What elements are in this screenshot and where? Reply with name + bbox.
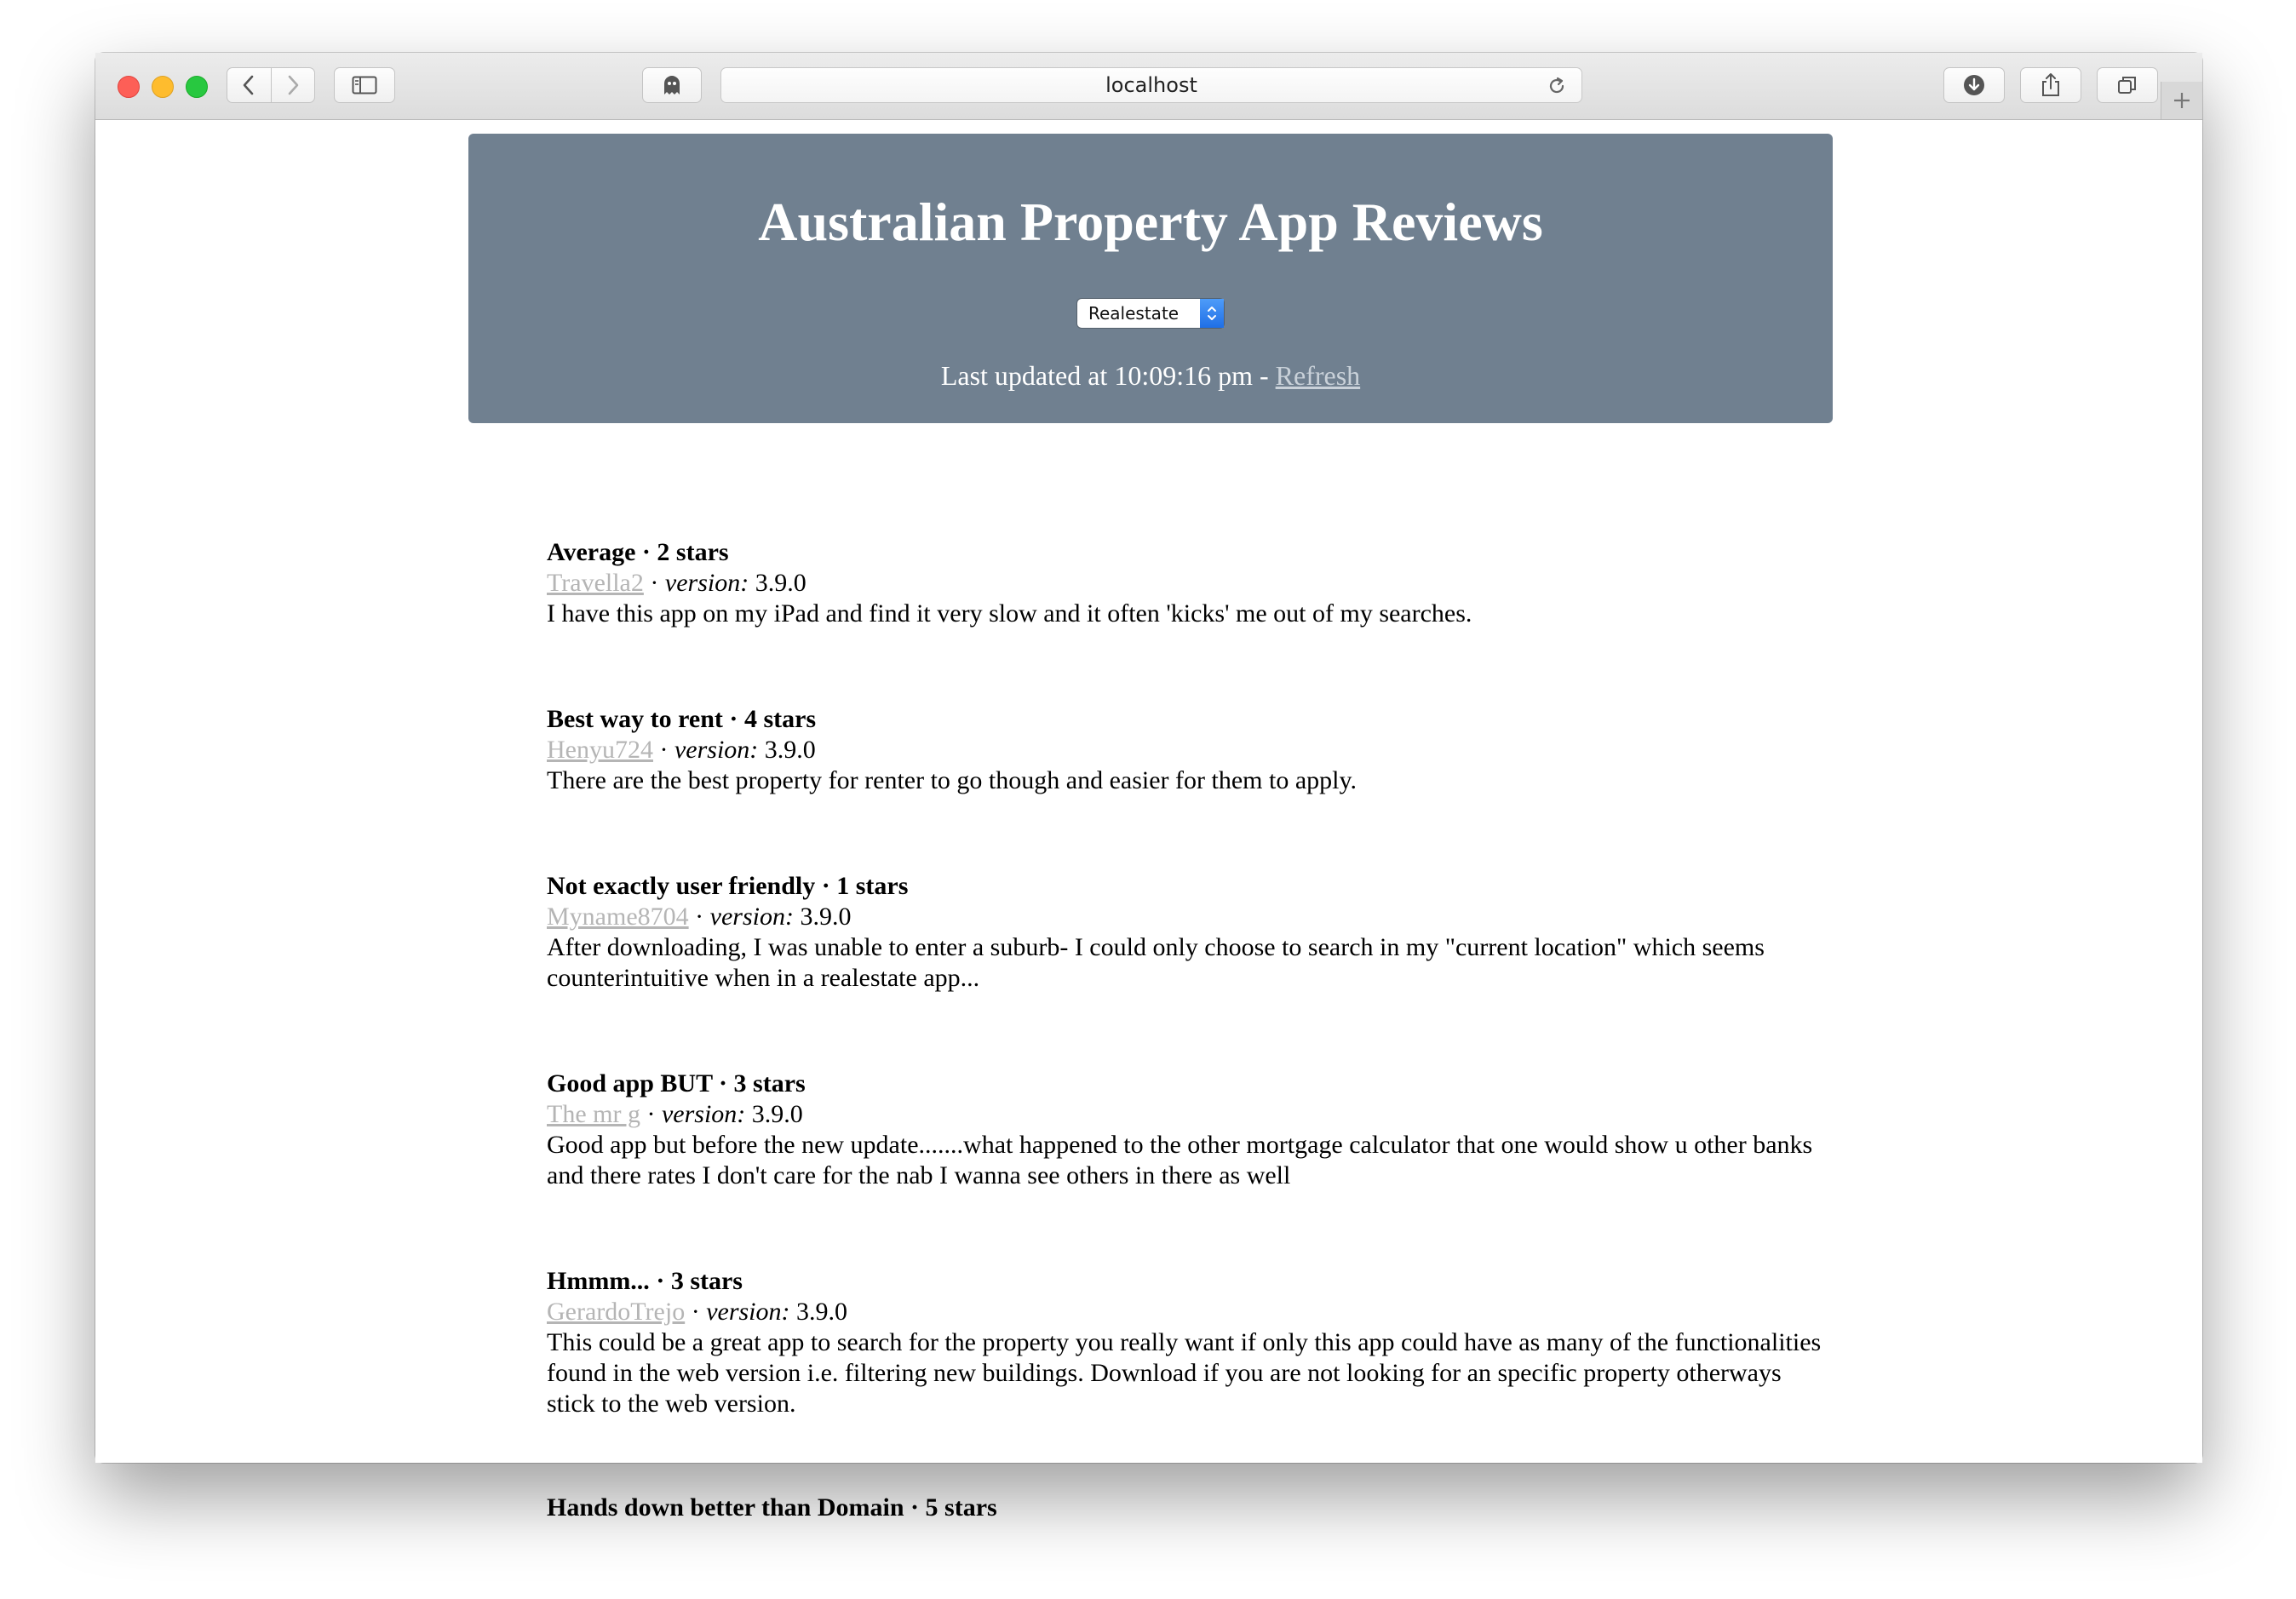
review-item — [547, 1266, 1824, 1419]
page-header — [468, 134, 1833, 423]
app-select[interactable] — [1077, 299, 1224, 328]
review-title: Good app BUT · 3 stars — [547, 1069, 806, 1098]
downloads-button[interactable] — [1943, 67, 2005, 103]
address-bar[interactable] — [720, 67, 1582, 103]
browser-toolbar — [95, 53, 2202, 120]
review-meta: Henyu724 · version: 3.9.0 — [547, 736, 816, 764]
browser-window — [95, 53, 2202, 1522]
review-title: Best way to rent · 4 stars — [547, 705, 817, 733]
review-author-link[interactable]: Travella2 — [547, 569, 644, 597]
review-title: Not exactly user friendly · 1 stars — [547, 872, 909, 900]
review-author-link[interactable]: Myname8704 — [547, 903, 689, 931]
review-meta: GerardoTrejo · version: 3.9.0 — [547, 1298, 847, 1326]
review-title: Hmmm... · 3 stars — [547, 1267, 743, 1295]
new-tab-button[interactable] — [2161, 82, 2202, 119]
maximize-window-button[interactable] — [186, 76, 208, 98]
review-item — [547, 537, 1824, 629]
review-item — [547, 871, 1824, 994]
review-body: I have this app on my iPad and find it very slow and it often 'kicks' me out of my searches. — [547, 599, 1472, 628]
chevron-left-icon — [240, 74, 257, 96]
privacy-extension-button[interactable] — [642, 67, 702, 103]
review-meta: Myname8704 · version: 3.9.0 — [547, 903, 852, 931]
chevron-right-icon — [284, 74, 301, 96]
review-author-link[interactable]: GerardoTrejo — [547, 1298, 686, 1326]
review-body: Good app but before the new update.......what happened to the other mortgage calculator that one would show u other banks and there rates I don't care for the nab I wanna see others in there as well — [547, 1131, 1813, 1189]
reload-icon[interactable] — [1546, 75, 1568, 97]
ghost-icon — [662, 74, 682, 96]
back-button[interactable] — [227, 68, 271, 102]
review-meta: Travella2 · version: 3.9.0 — [547, 569, 806, 597]
sidebar-toggle-button[interactable] — [334, 67, 395, 103]
page-title: Australian Property App Reviews — [758, 192, 1543, 252]
page-viewport — [95, 120, 2202, 1522]
app-select-value: Realestate — [1088, 303, 1180, 324]
minimize-window-button[interactable] — [152, 76, 174, 98]
review-meta: The mr g · version: 3.9.0 — [547, 1100, 803, 1128]
tabs-icon — [2116, 74, 2138, 96]
forward-button[interactable] — [271, 68, 315, 102]
tab-overview-button[interactable] — [2097, 67, 2158, 103]
last-updated — [468, 358, 1833, 393]
review-author-link[interactable]: Henyu724 — [547, 736, 653, 764]
download-icon — [1962, 73, 1986, 97]
review-item — [547, 704, 1824, 796]
review-title: Average · 2 stars — [547, 538, 729, 566]
review-body: After downloading, I was unable to enter a suburb- I could only choose to search in my "current location" which seems counterintuitive when in a realestate app... — [547, 933, 1765, 992]
refresh-link[interactable]: Refresh — [1275, 360, 1361, 391]
review-body: This could be a great app to search for the property you really want if only this app could have as many of the functionalities found in the web version i.e. filtering new buildings. Download if you are not looking for an specific property otherways stick to the web version. — [547, 1328, 1822, 1418]
share-button[interactable] — [2020, 67, 2081, 103]
address-url: localhost — [1105, 73, 1197, 97]
share-icon — [2040, 72, 2062, 98]
select-arrows-icon — [1200, 299, 1224, 328]
review-title: Hands down better than Domain · 5 stars — [547, 1493, 997, 1522]
review-author-link[interactable]: The mr g — [547, 1100, 640, 1128]
navigation-buttons — [227, 67, 315, 103]
review-item — [547, 1069, 1824, 1191]
review-item — [547, 1493, 1824, 1523]
sidebar-icon — [352, 76, 377, 95]
plus-icon — [2172, 90, 2192, 111]
last-updated-text: Last updated at 10:09:16 pm - — [940, 360, 1276, 391]
review-body: There are the best property for renter to go though and easier for them to apply. — [547, 766, 1358, 794]
close-window-button[interactable] — [118, 76, 140, 98]
